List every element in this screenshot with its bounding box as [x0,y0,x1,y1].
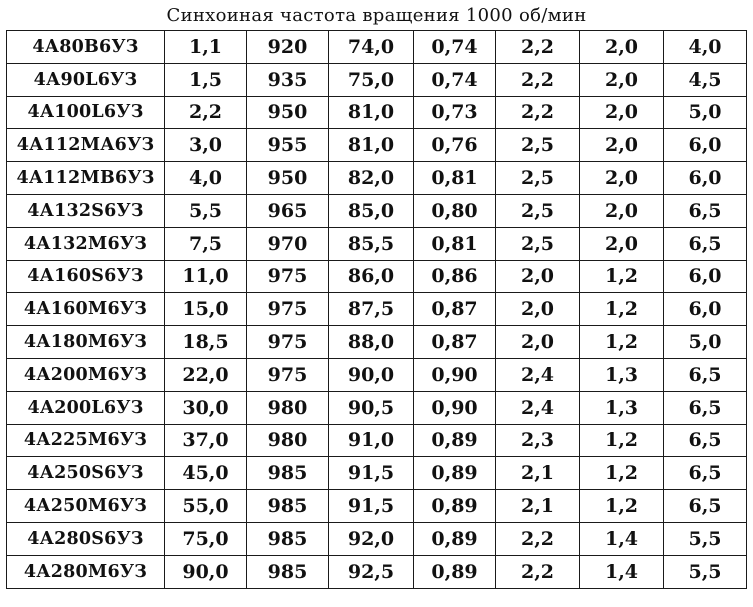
table-cell: 2,2 [496,31,580,64]
table-row [7,555,747,588]
table-cell: 970 [247,227,329,260]
table-body [7,31,747,589]
table-cell: 6,5 [664,358,747,391]
title-row [7,0,747,31]
table-cell: 3,0 [165,129,247,162]
table-cell: 5,5 [664,555,747,588]
table-cell: 30,0 [165,391,247,424]
motor-model-cell: 4А250S6УЗ [7,457,165,490]
table-cell: 0,89 [414,555,496,588]
table-cell: 2,0 [496,260,580,293]
table-cell: 1,4 [580,522,664,555]
table-cell: 6,5 [664,391,747,424]
table-cell: 975 [247,326,329,359]
table-cell: 2,0 [580,162,664,195]
table-row [7,391,747,424]
table-cell: 75,0 [329,63,414,96]
table-cell: 955 [247,129,329,162]
table-cell: 6,0 [664,129,747,162]
table-cell: 85,5 [329,227,414,260]
motor-model-cell: 4А132М6УЗ [7,227,165,260]
table-cell: 0,89 [414,522,496,555]
table-cell: 5,5 [664,522,747,555]
table-cell: 920 [247,31,329,64]
motor-model-cell: 4А132S6УЗ [7,194,165,227]
table-cell: 0,89 [414,490,496,523]
table-cell: 4,0 [165,162,247,195]
table-cell: 0,87 [414,293,496,326]
table-cell: 90,5 [329,391,414,424]
table-cell: 1,3 [580,358,664,391]
table-cell: 0,74 [414,63,496,96]
table-cell: 1,4 [580,555,664,588]
table-row [7,293,747,326]
motor-model-cell: 4А280S6УЗ [7,522,165,555]
table-cell: 6,5 [664,424,747,457]
table-row [7,358,747,391]
table-cell: 0,81 [414,227,496,260]
table-cell: 1,2 [580,424,664,457]
table-cell: 2,0 [580,194,664,227]
table-cell: 4,5 [664,63,747,96]
table-cell: 15,0 [165,293,247,326]
table-cell: 0,80 [414,194,496,227]
table-cell: 950 [247,96,329,129]
table-cell: 2,2 [496,96,580,129]
motor-model-cell: 4А180М6УЗ [7,326,165,359]
motor-model-cell: 4А200L6УЗ [7,391,165,424]
table-title: Синхоиная частота вращения 1000 об/мин [7,0,747,31]
table-cell: 2,5 [496,194,580,227]
motor-spec-sheet [6,0,746,589]
table-cell: 2,5 [496,162,580,195]
table-cell: 0,86 [414,260,496,293]
table-cell: 6,0 [664,293,747,326]
table-cell: 87,5 [329,293,414,326]
table-row [7,227,747,260]
table-cell: 37,0 [165,424,247,457]
table-cell: 22,0 [165,358,247,391]
table-cell: 6,5 [664,227,747,260]
table-cell: 2,4 [496,358,580,391]
table-row [7,194,747,227]
table-cell: 935 [247,63,329,96]
table-cell: 0,89 [414,424,496,457]
table-cell: 1,2 [580,260,664,293]
table-row [7,129,747,162]
table-cell: 6,5 [664,194,747,227]
table-cell: 90,0 [165,555,247,588]
motor-model-cell: 4А160S6УЗ [7,260,165,293]
table-cell: 0,89 [414,457,496,490]
table-cell: 965 [247,194,329,227]
table-cell: 5,0 [664,326,747,359]
table-cell: 2,0 [580,129,664,162]
motor-model-cell: 4А90L6УЗ [7,63,165,96]
motor-model-cell: 4А280М6УЗ [7,555,165,588]
table-row [7,31,747,64]
table-cell: 1,2 [580,490,664,523]
table-cell: 975 [247,358,329,391]
table-cell: 0,74 [414,31,496,64]
table-cell: 0,73 [414,96,496,129]
table-cell: 88,0 [329,326,414,359]
table-cell: 92,5 [329,555,414,588]
table-cell: 985 [247,522,329,555]
table-cell: 2,0 [496,326,580,359]
table-cell: 45,0 [165,457,247,490]
table-cell: 985 [247,555,329,588]
table-cell: 7,5 [165,227,247,260]
table-cell: 1,2 [580,293,664,326]
table-cell: 0,76 [414,129,496,162]
table-row [7,63,747,96]
table-cell: 975 [247,260,329,293]
table-cell: 980 [247,391,329,424]
table-cell: 2,5 [496,129,580,162]
motor-model-cell: 4А160М6УЗ [7,293,165,326]
table-cell: 1,2 [580,326,664,359]
table-cell: 75,0 [165,522,247,555]
table-cell: 1,5 [165,63,247,96]
table-cell: 91,5 [329,490,414,523]
table-cell: 2,1 [496,457,580,490]
table-cell: 6,5 [664,457,747,490]
table-cell: 4,0 [664,31,747,64]
table-row [7,326,747,359]
table-row [7,522,747,555]
table-cell: 0,90 [414,391,496,424]
motor-model-cell: 4А200М6УЗ [7,358,165,391]
motor-model-cell: 4А80В6УЗ [7,31,165,64]
table-cell: 2,0 [580,96,664,129]
table-cell: 6,0 [664,162,747,195]
table-cell: 74,0 [329,31,414,64]
table-cell: 91,5 [329,457,414,490]
table-cell: 2,1 [496,490,580,523]
table-cell: 55,0 [165,490,247,523]
table-cell: 2,0 [580,227,664,260]
table-cell: 2,4 [496,391,580,424]
motor-model-cell: 4А112МА6УЗ [7,129,165,162]
table-cell: 86,0 [329,260,414,293]
table-cell: 2,0 [496,293,580,326]
table-cell: 0,81 [414,162,496,195]
table-cell: 1,2 [580,457,664,490]
table-row [7,162,747,195]
table-cell: 2,3 [496,424,580,457]
table-cell: 950 [247,162,329,195]
table-cell: 975 [247,293,329,326]
motor-model-cell: 4А100L6УЗ [7,96,165,129]
table-cell: 11,0 [165,260,247,293]
table-cell: 2,2 [496,63,580,96]
table-cell: 92,0 [329,522,414,555]
motor-model-cell: 4А250М6УЗ [7,490,165,523]
table-row [7,424,747,457]
table-cell: 6,0 [664,260,747,293]
table-cell: 985 [247,490,329,523]
table-cell: 2,5 [496,227,580,260]
table-cell: 2,0 [580,63,664,96]
table-cell: 0,90 [414,358,496,391]
table-cell: 5,0 [664,96,747,129]
table-cell: 2,2 [496,522,580,555]
table-row [7,260,747,293]
table-cell: 2,0 [580,31,664,64]
table-cell: 81,0 [329,96,414,129]
table-cell: 985 [247,457,329,490]
table-cell: 81,0 [329,129,414,162]
table-cell: 1,3 [580,391,664,424]
table-cell: 980 [247,424,329,457]
table-cell: 91,0 [329,424,414,457]
motor-spec-table [6,0,747,589]
table-cell: 2,2 [496,555,580,588]
table-row [7,457,747,490]
table-cell: 85,0 [329,194,414,227]
table-cell: 82,0 [329,162,414,195]
table-cell: 90,0 [329,358,414,391]
table-cell: 0,87 [414,326,496,359]
table-row [7,490,747,523]
motor-model-cell: 4А225М6УЗ [7,424,165,457]
table-row [7,96,747,129]
table-cell: 2,2 [165,96,247,129]
table-cell: 18,5 [165,326,247,359]
table-cell: 6,5 [664,490,747,523]
table-cell: 1,1 [165,31,247,64]
table-cell: 5,5 [165,194,247,227]
motor-model-cell: 4А112МВ6УЗ [7,162,165,195]
